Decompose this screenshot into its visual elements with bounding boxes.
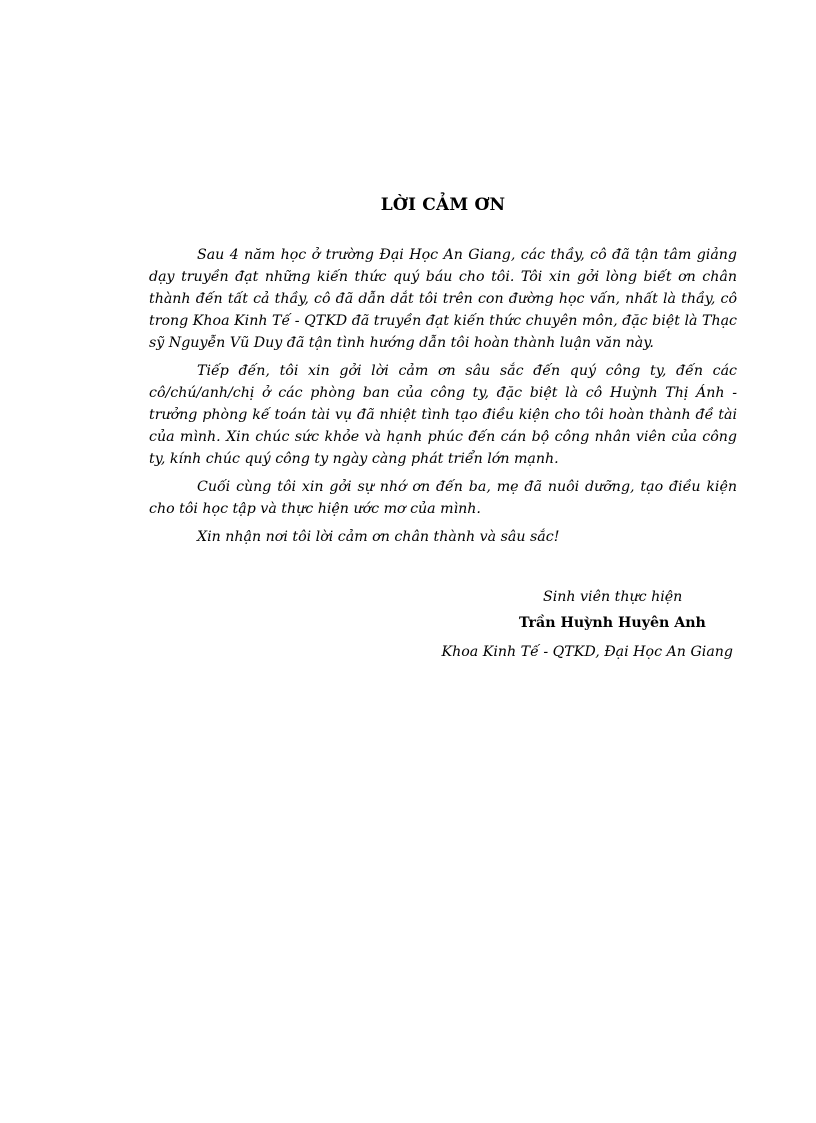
signature-role: Sinh viên thực hiện [543, 589, 683, 605]
paragraph-2: Tiếp đến, tôi xin gởi lời cảm ơn sâu sắc đến quý công ty, đến các cô/chú/anh/chị ở các phòng ban của công ty, đặc biệt là cô Huỳnh Thị Ánh - trưởng phòng kế toán tài vụ đã nhiệt tình tạo điều kiện cho tôi hoàn thành đề tài của mình. Xin chúc sức khỏe và hạnh phúc đến cán bộ công nhân viên của công ty, kính chúc quý công ty ngày càng phát triển lớn mạnh. [149, 363, 737, 467]
document-page [149, 0, 737, 1123]
signature-affiliation: Khoa Kinh Tế - QTKD, Đại Học An Giang [441, 644, 733, 660]
closing-line: Xin nhận nơi tôi lời cảm ơn chân thành và sâu sắc! [197, 529, 560, 545]
paragraph-1: Sau 4 năm học ở trường Đại Học An Giang, các thầy, cô đã tận tâm giảng dạy truyền đạt những kiến thức quý báu cho tôi. Tôi xin gởi lòng biết ơn chân thành đến tất cả thầy, cô đã dẫn dắt tôi trên con đường học vấn, nhất là thầy, cô trong Khoa Kinh Tế - QTKD đã truyền đạt kiến thức chuyên môn, đặc biệt là Thạc sỹ Nguyễn Vũ Duy đã tận tình hướng dẫn tôi hoàn thành luận văn này. [149, 247, 737, 351]
paragraph-3: Cuối cùng tôi xin gởi sự nhớ ơn đến ba, mẹ đã nuôi dưỡng, tạo điều kiện cho tôi học tập và thực hiện ước mơ của mình. [149, 479, 737, 517]
signature-name: Trần Huỳnh Huyên Anh [519, 615, 706, 631]
acknowledgement-body [149, 244, 737, 548]
page-title: LỜI CẢM ƠN [380, 195, 506, 215]
